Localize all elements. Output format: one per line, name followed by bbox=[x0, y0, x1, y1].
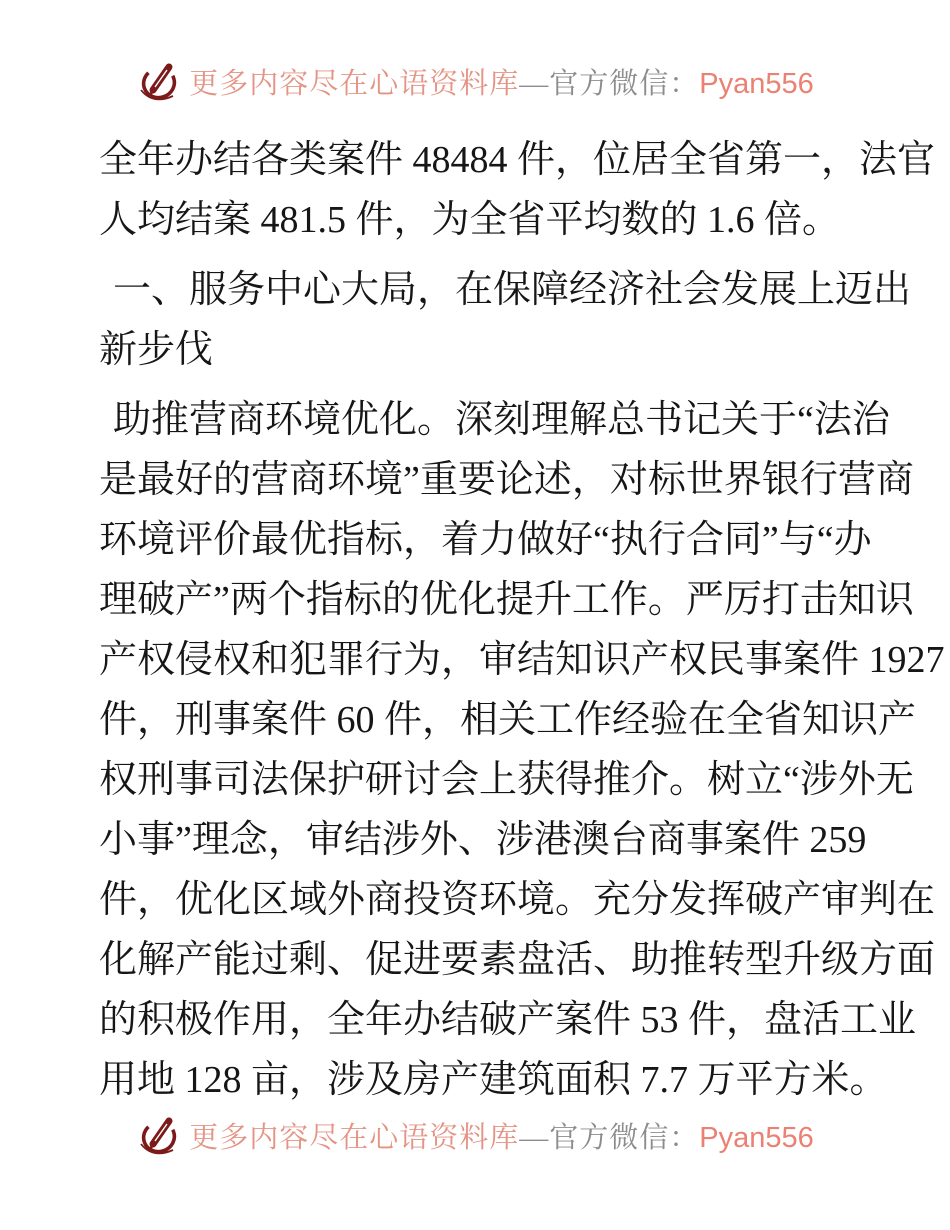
text-line: 件，优化区域外商投资环境。充分发挥破产审判在 bbox=[99, 879, 936, 921]
section-heading bbox=[99, 260, 912, 380]
text-line: 环境评价最优指标，着力做好“执行合同”与“办 bbox=[99, 519, 872, 561]
text-line: 化解产能过剩、促进要素盘活、助推转型升级方面 bbox=[99, 939, 936, 981]
paragraph bbox=[99, 130, 936, 250]
wechat-label: 官方微信： bbox=[549, 68, 700, 100]
paragraph bbox=[99, 390, 945, 1110]
wechat-id: Pyan556 bbox=[699, 1122, 814, 1154]
footer-watermark bbox=[0, 1116, 950, 1160]
text-line: 是最好的营商环境”重要论述，对标世界银行营商 bbox=[99, 459, 914, 501]
text-line: 人均结案 481.5 件，为全省平均数的 1.6 倍。 bbox=[99, 199, 841, 241]
text-line: 用地 128 亩，涉及房产建筑面积 7.7 万平方米。 bbox=[99, 1059, 888, 1101]
text-line: 权刑事司法保护研讨会上获得推介。树立“涉外无 bbox=[99, 759, 914, 801]
wechat-id: Pyan556 bbox=[699, 68, 814, 100]
em-dash: — bbox=[519, 1122, 550, 1154]
brand-slogan: 更多内容尽在心语资料库 bbox=[189, 1122, 520, 1154]
text-line: 助推营商环境优化。深刻理解总书记关于“法治 bbox=[113, 399, 890, 441]
header-watermark bbox=[0, 62, 950, 106]
text-line: 件，刑事案件 60 件，相关工作经验在全省知识产 bbox=[99, 699, 917, 741]
document-body bbox=[99, 130, 945, 1110]
text-line: 全年办结各类案件 48484 件，位居全省第一，法官 bbox=[99, 139, 936, 181]
text-line: 新步伐 bbox=[99, 329, 214, 371]
text-line: 一、服务中心大局，在保障经济社会发展上迈出 bbox=[113, 269, 912, 311]
wechat-label: 官方微信： bbox=[549, 1122, 700, 1154]
text-line: 小事”理念，审结涉外、涉港澳台商事案件 259 bbox=[99, 819, 867, 861]
em-dash: — bbox=[519, 68, 550, 100]
brand-slogan: 更多内容尽在心语资料库 bbox=[189, 68, 520, 100]
brand-pen-logo-icon bbox=[136, 62, 182, 106]
watermark-text bbox=[189, 62, 814, 106]
brand-pen-logo-icon bbox=[136, 1116, 182, 1160]
watermark-text bbox=[189, 1116, 814, 1160]
text-line: 产权侵权和犯罪行为，审结知识产权民事案件 1927 bbox=[99, 639, 945, 681]
text-line: 理破产”两个指标的优化提升工作。严厉打击知识 bbox=[99, 579, 914, 621]
text-line: 的积极作用，全年办结破产案件 53 件，盘活工业 bbox=[99, 999, 917, 1041]
